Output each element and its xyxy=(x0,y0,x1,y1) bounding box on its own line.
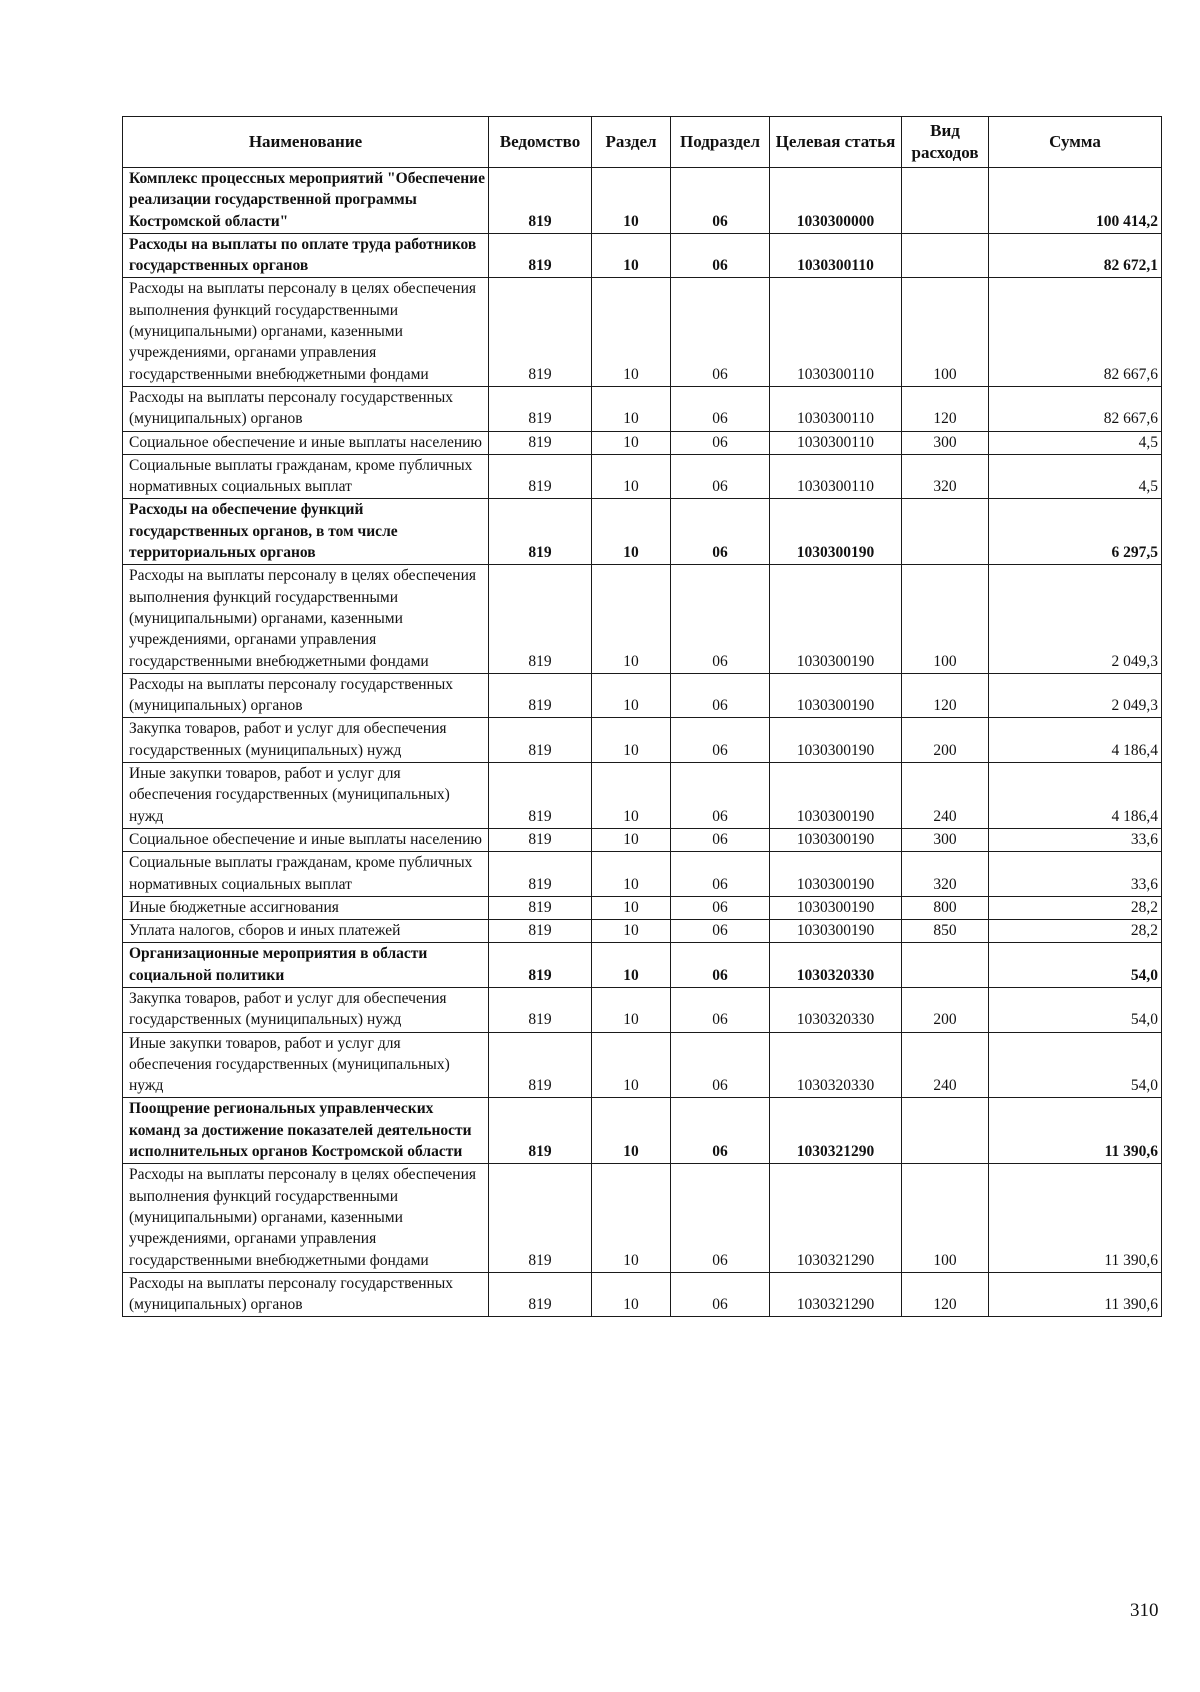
cell-razdel: 10 xyxy=(592,1098,671,1164)
cell-razdel: 10 xyxy=(592,431,671,454)
cell-summa: 33,6 xyxy=(989,828,1162,851)
cell-celevaya-statya: 1030300190 xyxy=(770,920,902,943)
cell-summa: 6 297,5 xyxy=(989,499,1162,565)
cell-vid-rashodov xyxy=(902,233,989,278)
cell-name: Поощрение региональных управленческих команд за достижение показателей деятельности исполнительных органов Костромской области xyxy=(123,1098,489,1164)
cell-name: Комплекс процессных мероприятий "Обеспечение реализации государственной программы Костромской области" xyxy=(123,168,489,234)
cell-vid-rashodov xyxy=(902,943,989,988)
cell-razdel: 10 xyxy=(592,943,671,988)
cell-vid-rashodov: 100 xyxy=(902,278,989,386)
cell-summa: 11 390,6 xyxy=(989,1164,1162,1272)
table-row xyxy=(123,987,1162,1032)
cell-name: Расходы на обеспечение функций государственных органов, в том числе территориальных органов xyxy=(123,499,489,565)
cell-podrazdel: 06 xyxy=(671,431,770,454)
cell-podrazdel: 06 xyxy=(671,1164,770,1272)
cell-summa: 28,2 xyxy=(989,896,1162,919)
cell-name: Социальное обеспечение и иные выплаты населению xyxy=(123,828,489,851)
cell-vid-rashodov: 850 xyxy=(902,920,989,943)
table-row xyxy=(123,763,1162,829)
cell-vedomstvo: 819 xyxy=(489,454,592,499)
cell-razdel: 10 xyxy=(592,987,671,1032)
cell-summa: 28,2 xyxy=(989,920,1162,943)
cell-celevaya-statya: 1030300110 xyxy=(770,431,902,454)
cell-vid-rashodov: 100 xyxy=(902,1164,989,1272)
cell-name: Иные закупки товаров, работ и услуг для обеспечения государственных (муниципальных) нужд xyxy=(123,763,489,829)
header-podrazdel: Подраздел xyxy=(671,117,770,168)
table-header-row xyxy=(123,117,1162,168)
cell-celevaya-statya: 1030300190 xyxy=(770,673,902,718)
cell-celevaya-statya: 1030321290 xyxy=(770,1272,902,1317)
cell-summa: 11 390,6 xyxy=(989,1098,1162,1164)
cell-vedomstvo: 819 xyxy=(489,386,592,431)
cell-name: Расходы на выплаты по оплате труда работников государственных органов xyxy=(123,233,489,278)
header-vid-rashodov: Вид расходов xyxy=(902,117,989,168)
cell-podrazdel: 06 xyxy=(671,828,770,851)
table-row xyxy=(123,1272,1162,1317)
cell-razdel: 10 xyxy=(592,718,671,763)
cell-vedomstvo: 819 xyxy=(489,896,592,919)
cell-vid-rashodov xyxy=(902,1098,989,1164)
cell-vedomstvo: 819 xyxy=(489,1272,592,1317)
cell-name: Социальные выплаты гражданам, кроме публичных нормативных социальных выплат xyxy=(123,852,489,897)
table-row xyxy=(123,920,1162,943)
cell-celevaya-statya: 1030320330 xyxy=(770,943,902,988)
cell-razdel: 10 xyxy=(592,852,671,897)
table-row xyxy=(123,499,1162,565)
cell-podrazdel: 06 xyxy=(671,943,770,988)
cell-vid-rashodov: 240 xyxy=(902,1032,989,1098)
cell-razdel: 10 xyxy=(592,1272,671,1317)
cell-vedomstvo: 819 xyxy=(489,168,592,234)
cell-name: Закупка товаров, работ и услуг для обеспечения государственных (муниципальных) нужд xyxy=(123,987,489,1032)
cell-vedomstvo: 819 xyxy=(489,565,592,673)
cell-vid-rashodov: 300 xyxy=(902,431,989,454)
cell-podrazdel: 06 xyxy=(671,763,770,829)
cell-vedomstvo: 819 xyxy=(489,233,592,278)
cell-vedomstvo: 819 xyxy=(489,763,592,829)
cell-name: Расходы на выплаты персоналу в целях обеспечения выполнения функций государственными (муниципальными) органами, казенными учреждениями, органами управления государственными внебюджетными фондами xyxy=(123,565,489,673)
cell-podrazdel: 06 xyxy=(671,454,770,499)
cell-vid-rashodov: 300 xyxy=(902,828,989,851)
cell-celevaya-statya: 1030300000 xyxy=(770,168,902,234)
cell-name: Уплата налогов, сборов и иных платежей xyxy=(123,920,489,943)
cell-razdel: 10 xyxy=(592,896,671,919)
cell-name: Расходы на выплаты персоналу государственных (муниципальных) органов xyxy=(123,1272,489,1317)
cell-vid-rashodov: 120 xyxy=(902,673,989,718)
cell-name: Расходы на выплаты персоналу государственных (муниципальных) органов xyxy=(123,673,489,718)
cell-razdel: 10 xyxy=(592,499,671,565)
cell-vedomstvo: 819 xyxy=(489,673,592,718)
cell-celevaya-statya: 1030300190 xyxy=(770,565,902,673)
cell-summa: 82 672,1 xyxy=(989,233,1162,278)
cell-celevaya-statya: 1030321290 xyxy=(770,1098,902,1164)
cell-summa: 54,0 xyxy=(989,987,1162,1032)
cell-podrazdel: 06 xyxy=(671,386,770,431)
cell-podrazdel: 06 xyxy=(671,499,770,565)
cell-summa: 54,0 xyxy=(989,1032,1162,1098)
cell-razdel: 10 xyxy=(592,1032,671,1098)
cell-vedomstvo: 819 xyxy=(489,943,592,988)
header-celevaya-statya: Целевая статья xyxy=(770,117,902,168)
cell-summa: 4,5 xyxy=(989,431,1162,454)
cell-razdel: 10 xyxy=(592,1164,671,1272)
cell-celevaya-statya: 1030320330 xyxy=(770,1032,902,1098)
cell-podrazdel: 06 xyxy=(671,1272,770,1317)
table-row xyxy=(123,673,1162,718)
cell-summa: 33,6 xyxy=(989,852,1162,897)
cell-razdel: 10 xyxy=(592,454,671,499)
cell-name: Расходы на выплаты персоналу государственных (муниципальных) органов xyxy=(123,386,489,431)
cell-vedomstvo: 819 xyxy=(489,431,592,454)
cell-name: Расходы на выплаты персоналу в целях обеспечения выполнения функций государственными (муниципальными) органами, казенными учреждениями, органами управления государственными внебюджетными фондами xyxy=(123,1164,489,1272)
cell-vid-rashodov: 320 xyxy=(902,454,989,499)
cell-podrazdel: 06 xyxy=(671,1098,770,1164)
cell-celevaya-statya: 1030300110 xyxy=(770,278,902,386)
header-name: Наименование xyxy=(123,117,489,168)
header-razdel: Раздел xyxy=(592,117,671,168)
cell-celevaya-statya: 1030300110 xyxy=(770,233,902,278)
cell-vid-rashodov: 320 xyxy=(902,852,989,897)
cell-vid-rashodov: 240 xyxy=(902,763,989,829)
cell-summa: 4 186,4 xyxy=(989,718,1162,763)
table-row xyxy=(123,896,1162,919)
cell-summa: 2 049,3 xyxy=(989,673,1162,718)
cell-podrazdel: 06 xyxy=(671,673,770,718)
table-row xyxy=(123,1032,1162,1098)
budget-table xyxy=(122,116,1162,1317)
table-row xyxy=(123,943,1162,988)
cell-razdel: 10 xyxy=(592,828,671,851)
cell-vid-rashodov xyxy=(902,168,989,234)
table-row xyxy=(123,1164,1162,1272)
cell-vedomstvo: 819 xyxy=(489,278,592,386)
table-row xyxy=(123,386,1162,431)
header-vedomstvo: Ведомство xyxy=(489,117,592,168)
cell-name: Организационные мероприятия в области социальной политики xyxy=(123,943,489,988)
cell-podrazdel: 06 xyxy=(671,233,770,278)
cell-name: Закупка товаров, работ и услуг для обеспечения государственных (муниципальных) нужд xyxy=(123,718,489,763)
table-row xyxy=(123,565,1162,673)
cell-celevaya-statya: 1030300190 xyxy=(770,896,902,919)
table-row xyxy=(123,454,1162,499)
cell-vedomstvo: 819 xyxy=(489,1032,592,1098)
cell-vid-rashodov: 120 xyxy=(902,1272,989,1317)
cell-razdel: 10 xyxy=(592,565,671,673)
cell-vedomstvo: 819 xyxy=(489,920,592,943)
cell-vedomstvo: 819 xyxy=(489,1098,592,1164)
cell-vedomstvo: 819 xyxy=(489,1164,592,1272)
cell-celevaya-statya: 1030300190 xyxy=(770,718,902,763)
table-row xyxy=(123,233,1162,278)
cell-celevaya-statya: 1030300110 xyxy=(770,454,902,499)
cell-podrazdel: 06 xyxy=(671,718,770,763)
cell-podrazdel: 06 xyxy=(671,920,770,943)
cell-vedomstvo: 819 xyxy=(489,828,592,851)
cell-vid-rashodov xyxy=(902,499,989,565)
cell-vedomstvo: 819 xyxy=(489,987,592,1032)
cell-razdel: 10 xyxy=(592,673,671,718)
table-row xyxy=(123,1098,1162,1164)
cell-summa: 4,5 xyxy=(989,454,1162,499)
cell-vedomstvo: 819 xyxy=(489,852,592,897)
cell-name: Социальные выплаты гражданам, кроме публичных нормативных социальных выплат xyxy=(123,454,489,499)
cell-vid-rashodov: 100 xyxy=(902,565,989,673)
cell-celevaya-statya: 1030320330 xyxy=(770,987,902,1032)
table-row xyxy=(123,168,1162,234)
cell-name: Иные бюджетные ассигнования xyxy=(123,896,489,919)
cell-razdel: 10 xyxy=(592,386,671,431)
cell-vedomstvo: 819 xyxy=(489,499,592,565)
cell-podrazdel: 06 xyxy=(671,565,770,673)
cell-summa: 11 390,6 xyxy=(989,1272,1162,1317)
cell-razdel: 10 xyxy=(592,168,671,234)
cell-podrazdel: 06 xyxy=(671,852,770,897)
cell-summa: 54,0 xyxy=(989,943,1162,988)
cell-name: Социальное обеспечение и иные выплаты населению xyxy=(123,431,489,454)
cell-summa: 2 049,3 xyxy=(989,565,1162,673)
cell-name: Расходы на выплаты персоналу в целях обеспечения выполнения функций государственными (муниципальными) органами, казенными учреждениями, органами управления государственными внебюджетными фондами xyxy=(123,278,489,386)
cell-celevaya-statya: 1030300190 xyxy=(770,828,902,851)
cell-vid-rashodov: 200 xyxy=(902,718,989,763)
cell-vid-rashodov: 120 xyxy=(902,386,989,431)
cell-celevaya-statya: 1030321290 xyxy=(770,1164,902,1272)
cell-celevaya-statya: 1030300190 xyxy=(770,499,902,565)
cell-podrazdel: 06 xyxy=(671,987,770,1032)
cell-podrazdel: 06 xyxy=(671,278,770,386)
cell-summa: 4 186,4 xyxy=(989,763,1162,829)
table-row xyxy=(123,431,1162,454)
cell-razdel: 10 xyxy=(592,763,671,829)
cell-podrazdel: 06 xyxy=(671,168,770,234)
header-summa: Сумма xyxy=(989,117,1162,168)
cell-podrazdel: 06 xyxy=(671,1032,770,1098)
cell-vid-rashodov: 200 xyxy=(902,987,989,1032)
cell-razdel: 10 xyxy=(592,920,671,943)
table-row xyxy=(123,828,1162,851)
cell-vedomstvo: 819 xyxy=(489,718,592,763)
cell-summa: 82 667,6 xyxy=(989,278,1162,386)
cell-vid-rashodov: 800 xyxy=(902,896,989,919)
table-row xyxy=(123,718,1162,763)
table-row xyxy=(123,278,1162,386)
cell-razdel: 10 xyxy=(592,278,671,386)
cell-summa: 82 667,6 xyxy=(989,386,1162,431)
table-row xyxy=(123,852,1162,897)
page-number: 310 xyxy=(1130,1600,1159,1621)
cell-celevaya-statya: 1030300190 xyxy=(770,763,902,829)
cell-name: Иные закупки товаров, работ и услуг для обеспечения государственных (муниципальных) нужд xyxy=(123,1032,489,1098)
cell-razdel: 10 xyxy=(592,233,671,278)
cell-summa: 100 414,2 xyxy=(989,168,1162,234)
cell-podrazdel: 06 xyxy=(671,896,770,919)
cell-celevaya-statya: 1030300190 xyxy=(770,852,902,897)
cell-celevaya-statya: 1030300110 xyxy=(770,386,902,431)
